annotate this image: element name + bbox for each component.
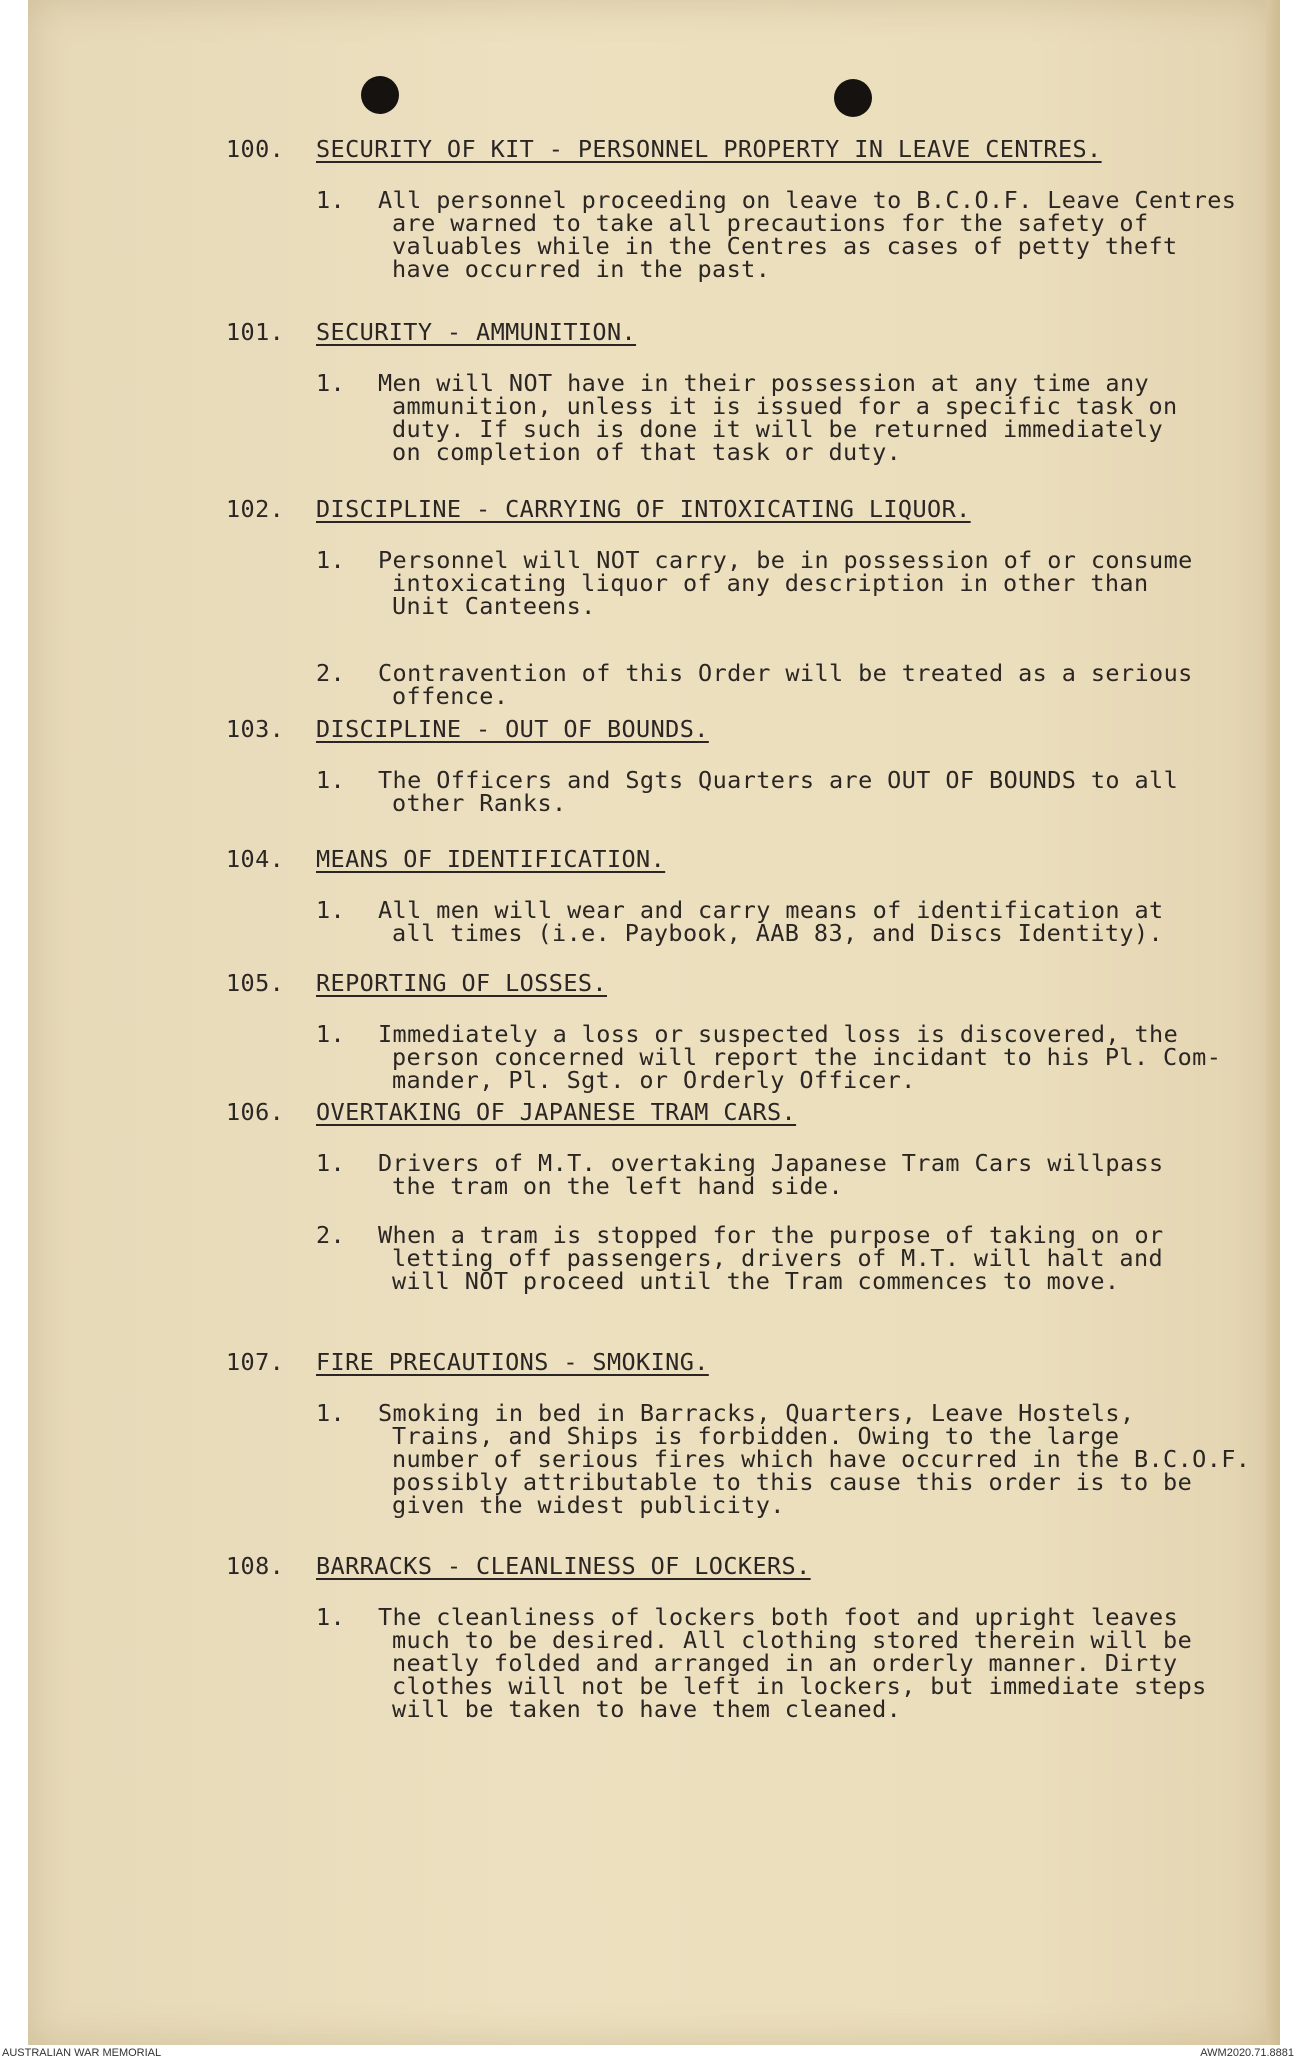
paragraph-line: much to be desired. All clothing stored therein will be: [392, 1626, 1193, 1654]
paragraph-line: neatly folded and arranged in an orderly manner. Dirty: [392, 1649, 1178, 1677]
paragraph-line: have occurred in the past.: [392, 255, 771, 283]
footer-accession-number: AWM2020.71.8881: [1200, 2047, 1294, 2059]
paragraph-line: ammunition, unless it is issued for a specific task on: [392, 392, 1178, 420]
paragraph-number: 2.: [316, 1221, 346, 1249]
page-edge: [1266, 0, 1280, 2045]
order-number: 101.: [226, 318, 285, 346]
paragraph-line: Immediately a loss or suspected loss is discovered, the: [378, 1020, 1179, 1048]
order-number: 106.: [226, 1098, 285, 1126]
paragraph-line: other Ranks.: [392, 789, 567, 817]
order-section: [226, 1552, 1207, 1723]
order-paragraph: [316, 1149, 1164, 1200]
order-section: [226, 715, 1179, 817]
order-number: 100.: [226, 135, 285, 163]
order-section: [226, 969, 1222, 1094]
order-section: [226, 845, 1164, 947]
order-number: 102.: [226, 495, 285, 523]
paragraph-line: clothes will not be left in lockers, but immediate steps: [392, 1672, 1207, 1700]
paragraph-line: the tram on the left hand side.: [392, 1172, 843, 1200]
order-number: 104.: [226, 845, 285, 873]
paragraph-line: will NOT proceed until the Tram commences to move.: [392, 1267, 1120, 1295]
order-heading: REPORTING OF LOSSES.: [316, 969, 607, 997]
paragraph-line: duty. If such is done it will be returned immediately: [392, 415, 1164, 443]
punch-hole-right: [834, 79, 872, 117]
paragraph-number: 1.: [316, 1020, 346, 1048]
paragraph-number: 2.: [316, 659, 346, 687]
order-section: [226, 1348, 1251, 1519]
paragraph-line: Men will NOT have in their possession at any time any: [378, 369, 1150, 397]
order-heading: DISCIPLINE - OUT OF BOUNDS.: [316, 715, 709, 743]
paragraph-line: Unit Canteens.: [392, 592, 596, 620]
paragraph-line: letting off passengers, drivers of M.T. will halt and: [392, 1244, 1164, 1272]
paragraph-line: The cleanliness of lockers both foot and upright leaves: [378, 1603, 1179, 1631]
paragraph-line: all times (i.e. Paybook, AAB 83, and Discs Identity).: [392, 919, 1164, 947]
order-heading: MEANS OF IDENTIFICATION.: [316, 845, 666, 873]
order-section: [226, 318, 1178, 466]
paragraph-line: Drivers of M.T. overtaking Japanese Tram Cars willpass: [378, 1149, 1164, 1177]
paragraph-line: All personnel proceeding on leave to B.C.O.F. Leave Centres: [378, 186, 1237, 214]
order-paragraph: [316, 546, 1193, 620]
paragraph-line: Trains, and Ships is forbidden. Owing to the large: [392, 1422, 1120, 1450]
paragraph-line: mander, Pl. Sgt. or Orderly Officer.: [392, 1066, 916, 1094]
paragraph-number: 1.: [316, 766, 346, 794]
order-paragraph: [316, 766, 1179, 817]
order-section: [226, 135, 1237, 283]
paragraph-number: 1.: [316, 896, 346, 924]
footer-attribution: AUSTRALIAN WAR MEMORIAL: [2, 2047, 162, 2059]
paragraph-line: Contravention of this Order will be treated as a serious: [378, 659, 1193, 687]
order-heading: SECURITY - AMMUNITION.: [316, 318, 637, 346]
paragraph-line: will be taken to have them cleaned.: [392, 1695, 902, 1723]
paragraph-line: Smoking in bed in Barracks, Quarters, Leave Hostels,: [378, 1399, 1135, 1427]
order-paragraph: [316, 896, 1164, 947]
paragraph-line: All men will wear and carry means of identification at: [378, 896, 1164, 924]
paragraph-line: are warned to take all precautions for the safety of: [392, 209, 1149, 237]
order-paragraph: [316, 186, 1237, 283]
punch-hole-left: [361, 76, 399, 114]
order-number: 107.: [226, 1348, 285, 1376]
paragraph-line: given the widest publicity.: [392, 1491, 785, 1519]
paragraph-line: possibly attributable to this cause this order is to be: [392, 1468, 1193, 1496]
order-paragraph: [316, 369, 1178, 466]
paragraph-number: 1.: [316, 546, 346, 574]
paragraph-line: The Officers and Sgts Quarters are OUT OF BOUNDS to all: [378, 766, 1179, 794]
order-heading: FIRE PRECAUTIONS - SMOKING.: [316, 1348, 709, 1376]
paragraph-number: 1.: [316, 1399, 346, 1427]
order-number: 105.: [226, 969, 285, 997]
paragraph-line: Personnel will NOT carry, be in possession of or consume: [378, 546, 1193, 574]
order-paragraph: [316, 1221, 1164, 1295]
paragraph-number: 1.: [316, 186, 346, 214]
paragraph-line: intoxicating liquor of any description in other than: [392, 569, 1149, 597]
paragraph-number: 1.: [316, 1603, 346, 1631]
paragraph-number: 1.: [316, 369, 346, 397]
order-heading: OVERTAKING OF JAPANESE TRAM CARS.: [316, 1098, 797, 1126]
order-number: 103.: [226, 715, 285, 743]
paragraph-line: offence.: [392, 682, 509, 710]
order-paragraph: [316, 659, 1193, 710]
paragraph-line: person concerned will report the incidant to his Pl. Com-: [392, 1043, 1222, 1071]
order-heading: DISCIPLINE - CARRYING OF INTOXICATING LIQUOR.: [316, 495, 971, 523]
paragraph-line: number of serious fires which have occurred in the B.C.O.F.: [392, 1445, 1251, 1473]
order-heading: BARRACKS - CLEANLINESS OF LOCKERS.: [316, 1552, 811, 1580]
order-number: 108.: [226, 1552, 285, 1580]
order-section: [226, 495, 1193, 710]
order-heading: SECURITY OF KIT - PERSONNEL PROPERTY IN LEAVE CENTRES.: [316, 135, 1102, 163]
paragraph-number: 1.: [316, 1149, 346, 1177]
order-section: [226, 1098, 1164, 1295]
order-paragraph: [316, 1020, 1222, 1094]
paragraph-line: on completion of that task or duty.: [392, 438, 902, 466]
paragraph-line: valuables while in the Centres as cases of petty theft: [392, 232, 1178, 260]
order-paragraph: [316, 1399, 1251, 1519]
paragraph-line: When a tram is stopped for the purpose of taking on or: [378, 1221, 1164, 1249]
order-paragraph: [316, 1603, 1207, 1723]
